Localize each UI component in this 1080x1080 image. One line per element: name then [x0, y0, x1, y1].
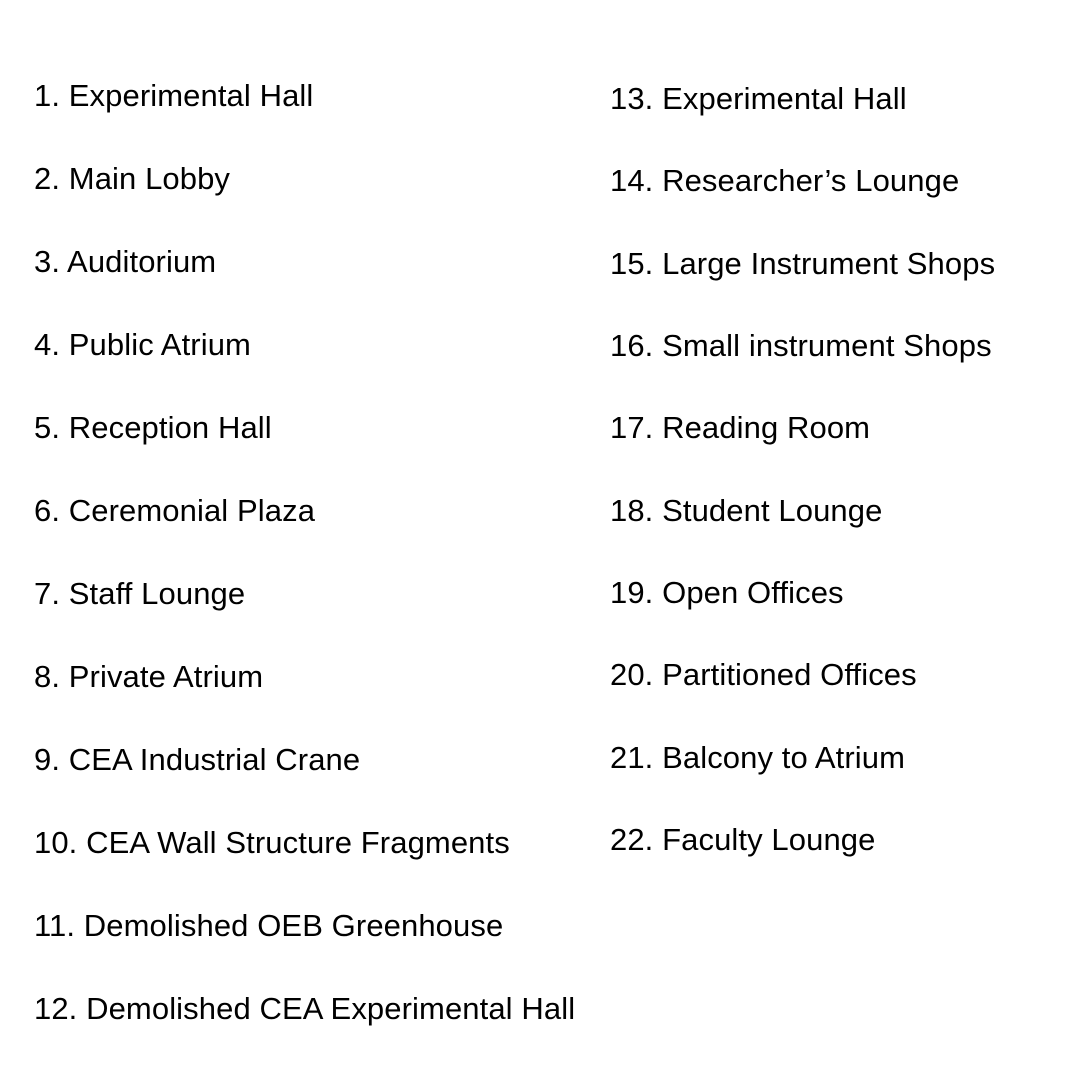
legend-item-1: 1. Experimental Hall — [34, 78, 314, 113]
legend-item-12: 12. Demolished CEA Experimental Hall — [34, 991, 576, 1026]
legend-item-22: 22. Faculty Lounge — [610, 822, 876, 857]
legend-item-11: 11. Demolished OEB Greenhouse — [34, 908, 504, 943]
legend-item-3: 3. Auditorium — [34, 244, 217, 279]
legend-item-13: 13. Experimental Hall — [610, 81, 907, 116]
legend-item-7: 7. Staff Lounge — [34, 576, 246, 611]
legend-item-5: 5. Reception Hall — [34, 410, 272, 445]
legend-item-6: 6. Ceremonial Plaza — [34, 493, 316, 528]
legend-item-9: 9. CEA Industrial Crane — [34, 742, 361, 777]
legend-item-10: 10. CEA Wall Structure Fragments — [34, 825, 510, 860]
legend-item-19: 19. Open Offices — [610, 575, 844, 610]
legend-item-2: 2. Main Lobby — [34, 161, 231, 196]
legend-item-17: 17. Reading Room — [610, 410, 871, 445]
legend-item-20: 20. Partitioned Offices — [610, 657, 917, 692]
legend-item-15: 15. Large Instrument Shops — [610, 246, 996, 281]
legend-item-16: 16. Small instrument Shops — [610, 328, 992, 363]
legend-item-18: 18. Student Lounge — [610, 493, 883, 528]
legend-item-4: 4. Public Atrium — [34, 327, 251, 362]
legend-item-14: 14. Researcher’s Lounge — [610, 163, 960, 198]
legend-item-8: 8. Private Atrium — [34, 659, 264, 694]
legend-item-21: 21. Balcony to Atrium — [610, 740, 906, 775]
